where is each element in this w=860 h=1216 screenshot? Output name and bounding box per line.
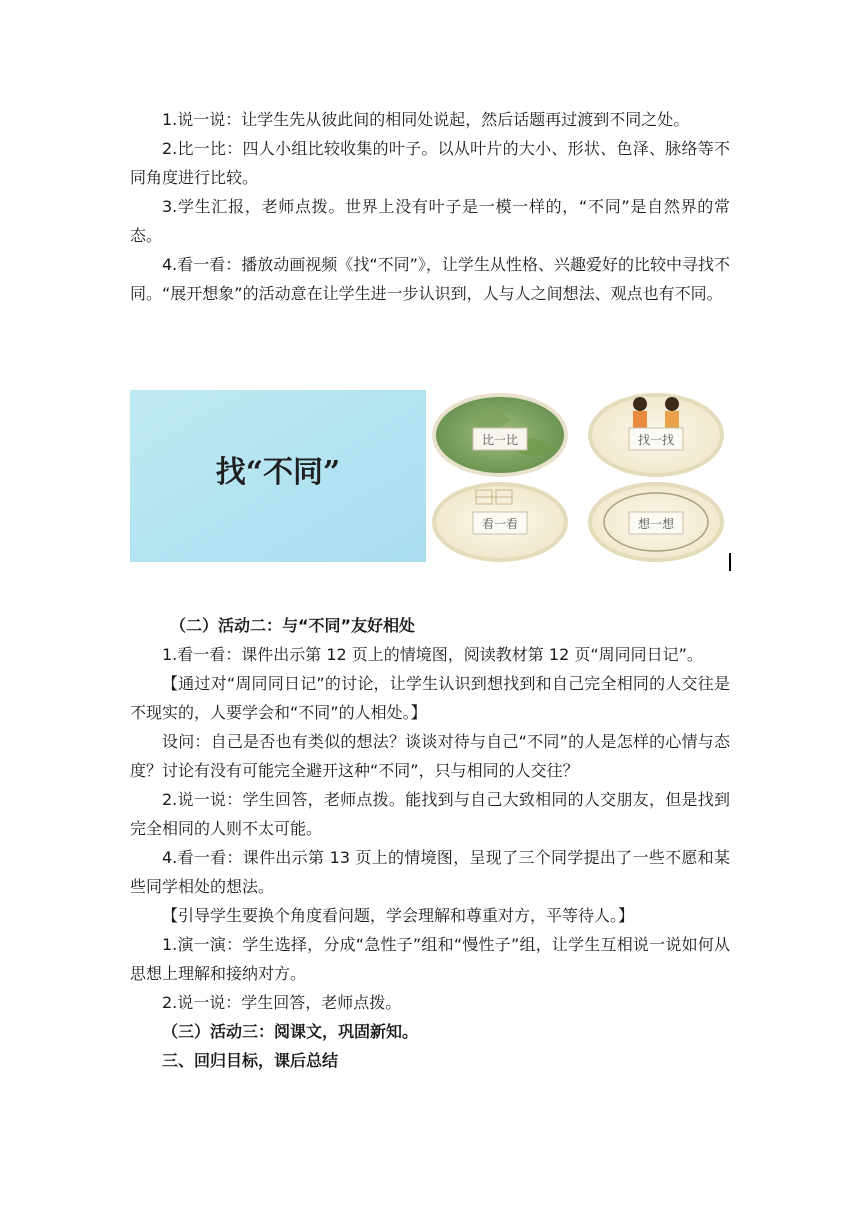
heading-activity-two: （二）活动二：与“不同”友好相处 (170, 616, 416, 635)
paragraph-watch: 4.看一看：播放动画视频《找“不同”》，让学生从性格、兴趣爱好的比较中寻找不同。“展开想象”的活动意在让学生进一步认识到，人与人之间想法、观点也有不同。 (130, 255, 730, 303)
paragraph-compare: 2.比一比：四人小组比较收集的叶子。以从叶片的大小、形状、色泽、脉络等不同角度进行比较。 (130, 139, 730, 187)
banner-title: 找“不同” (215, 455, 341, 490)
paragraph-look-13: 4.看一看：课件出示第 13 页上的情境图，呈现了三个同学提出了一些不愿和某些同学相处的想法。 (130, 848, 730, 896)
section-activity-one (130, 105, 730, 308)
paragraph-look-12: 1.看一看：课件出示第 12 页上的情境图，阅读教材第 12 页“周同同日记”。 (162, 645, 703, 664)
paragraph-act: 1.演一演：学生选择，分成“急性子”组和“慢性子”组，让学生互相说一说如何从思想上理解和接纳对方。 (130, 935, 730, 983)
label-find: 找一找 (637, 433, 675, 447)
heading-activity-three: （三）活动三：阅课文，巩固新知。 (162, 1022, 419, 1041)
courseware-banner-image (130, 390, 730, 572)
text-cursor (729, 553, 731, 571)
paragraph-answer: 2.说一说：学生回答，老师点拨。能找到与自己大致相同的人交朋友，但是找到完全相同的人则不太可能。 (130, 790, 730, 838)
section-activity-two (130, 611, 730, 1075)
paragraph-guide-note: 【引导学生要换个角度看问题，学会理解和尊重对方，平等待人。】 (162, 906, 635, 925)
paragraph-report: 3.学生汇报，老师点拨。世界上没有叶子是一模一样的，“不同”是自然界的常态。 (130, 197, 730, 245)
label-think: 想一想 (637, 517, 675, 531)
label-look: 看一看 (481, 517, 519, 531)
paragraph-say: 1.说一说：让学生先从彼此间的相同处说起，然后话题再过渡到不同之处。 (162, 110, 690, 129)
paragraph-bracket-note: 【通过对“周同同日记”的讨论，让学生认识到想找到和自己完全相同的人交往是不现实的，人要学会和“不同”的人相处。】 (130, 674, 730, 722)
paragraph-question: 设问：自己是否也有类似的想法？谈谈对待与自己“不同”的人是怎样的心情与态度？讨论有没有可能完全避开这种“不同”，只与相同的人交往？ (130, 732, 730, 780)
paragraph-say-answer: 2.说一说：学生回答，老师点拨。 (162, 993, 402, 1012)
heading-summary: 三、回归目标，课后总结 (162, 1051, 339, 1070)
label-compare: 比一比 (481, 433, 519, 447)
